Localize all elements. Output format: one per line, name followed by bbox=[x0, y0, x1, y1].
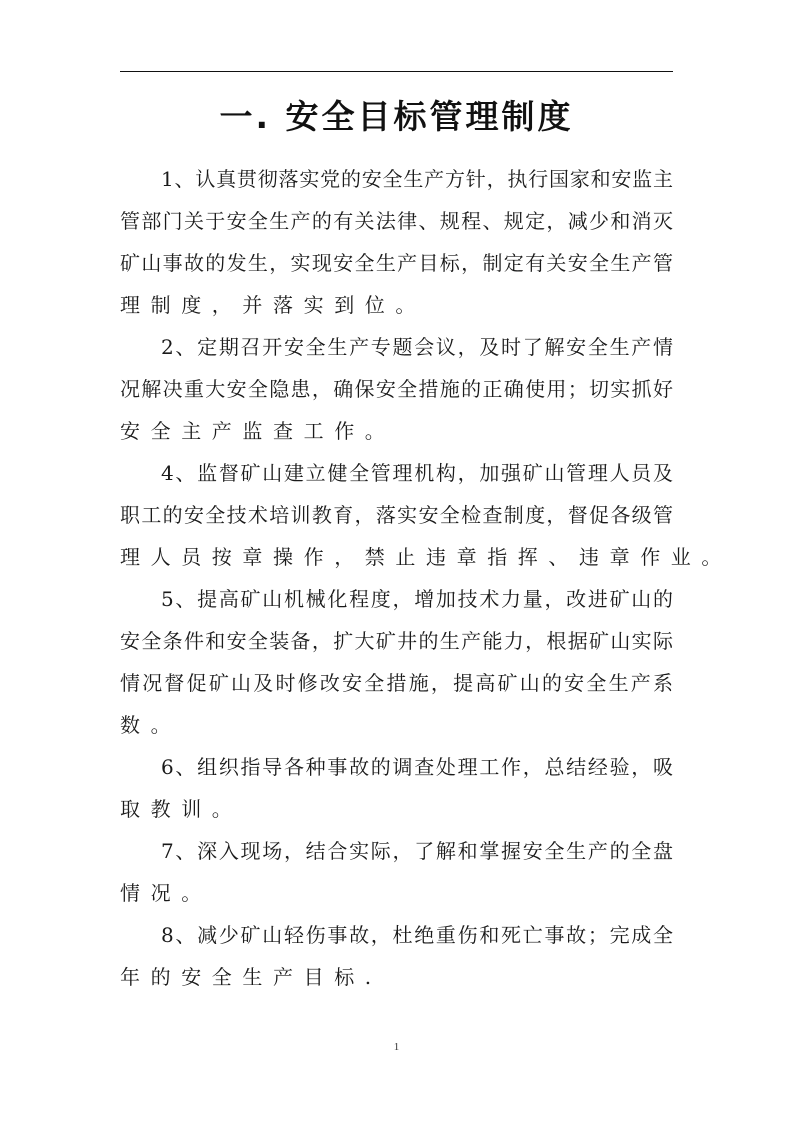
text-line: 4、监督矿山建立健全管理机构，加强矿山管理人员及 bbox=[161, 461, 673, 485]
text-line: 安全条件和安全装备，扩大矿井的生产能力，根据矿山实际 bbox=[120, 629, 673, 653]
text-line: 职工的安全技术培训教育，落实安全检查制度，督促各级管 bbox=[120, 503, 673, 527]
text-line: 情况。 bbox=[120, 881, 212, 905]
text-line: 况解决重大安全隐患，确保安全措施的正确使用；切实抓好 bbox=[120, 377, 673, 401]
paragraph-2 bbox=[120, 326, 673, 452]
header-rule bbox=[120, 71, 673, 72]
text-line: 矿山事故的发生，实现安全生产目标，制定有关安全生产管 bbox=[120, 251, 673, 275]
text-line: 5、提高矿山机械化程度，增加技术力量，改进矿山的 bbox=[161, 587, 673, 611]
page-number: 1 bbox=[393, 1041, 400, 1053]
text-line: 2、定期召开安全生产专题会议，及时了解安全生产情 bbox=[161, 335, 673, 359]
text-line: 理人员按章操作，禁止违章指挥、违章作业。 bbox=[120, 545, 732, 569]
text-line: 理制度，并落实到位。 bbox=[120, 293, 426, 317]
text-line: 7、深入现场，结合实际，了解和掌握安全生产的全盘 bbox=[161, 839, 673, 863]
text-line: 数。 bbox=[120, 713, 182, 737]
text-line: 6、组织指导各种事故的调查处理工作，总结经验，吸 bbox=[161, 755, 673, 779]
paragraph-5 bbox=[120, 578, 673, 746]
paragraph-6 bbox=[120, 746, 673, 830]
paragraph-7 bbox=[120, 830, 673, 914]
paragraph-8 bbox=[120, 914, 673, 998]
document-body bbox=[120, 158, 732, 998]
text-line: 管部门关于安全生产的有关法律、规程、规定，减少和消灭 bbox=[120, 209, 673, 233]
page-title: 一. 安全目标管理制度 bbox=[219, 97, 574, 136]
text-line: 取教训。 bbox=[120, 797, 243, 821]
text-line: 8、减少矿山轻伤事故，杜绝重伤和死亡事故；完成全 bbox=[161, 923, 673, 947]
text-line: 1、认真贯彻落实党的安全生产方针，执行国家和安监主 bbox=[161, 167, 673, 191]
text-line: 安全主产监查工作。 bbox=[120, 419, 396, 443]
paragraph-4 bbox=[120, 452, 732, 578]
paragraph-1 bbox=[120, 158, 673, 326]
text-line: 年的安全生产目标. bbox=[120, 965, 382, 989]
text-line: 情况督促矿山及时修改安全措施，提高矿山的安全生产系 bbox=[120, 671, 673, 695]
